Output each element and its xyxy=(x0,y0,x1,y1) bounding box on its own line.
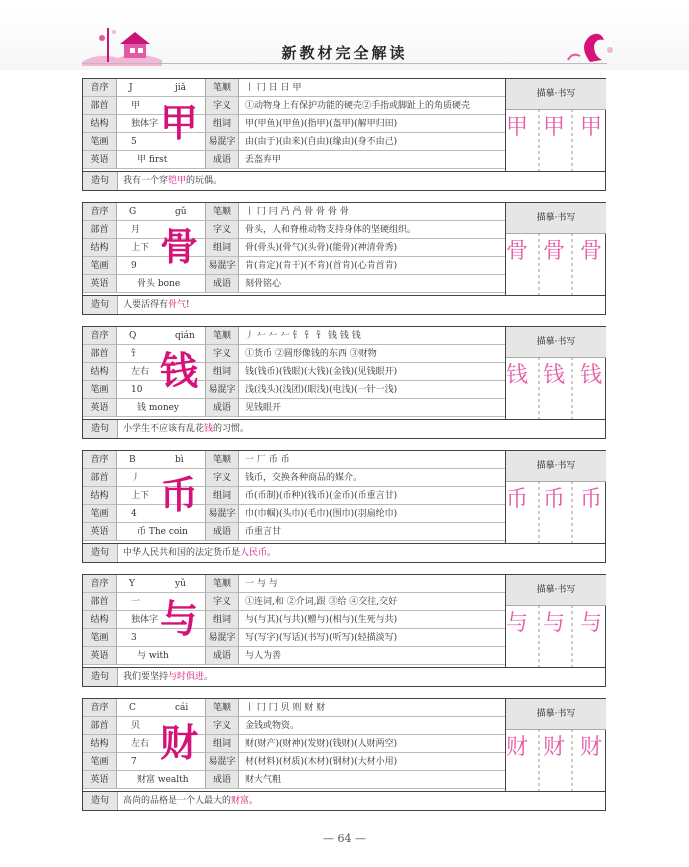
value-zuci: 钱(钱币)(钱眼)(大钱)(金钱)(见钱眼开) xyxy=(239,363,505,381)
page-header xyxy=(0,0,689,72)
tracing-practice-panel xyxy=(505,79,606,171)
label-jiegou: 结构 xyxy=(83,239,117,257)
value-yihunzi: 浅(浅头)(浅团)(眼浅)(电浅)(一针一浅) xyxy=(239,381,505,399)
label-zuci: 组词 xyxy=(205,239,239,257)
label-zuci: 组词 xyxy=(205,611,239,629)
value-bishun: 一 与 与 xyxy=(239,575,505,593)
label-yinxu: 音序 xyxy=(83,699,117,717)
label-zuci: 组词 xyxy=(205,735,239,753)
tracing-practice-header: 描摹·书写 xyxy=(506,79,606,110)
label-bushou: 部首 xyxy=(83,593,117,611)
sentence-text: ! xyxy=(186,300,190,310)
label-chengyu: 成语 xyxy=(205,151,239,169)
value-ziyi: ①动物身上有保护功能的硬壳②手指或脚趾上的角质硬壳 xyxy=(239,97,505,115)
character-entries xyxy=(82,78,606,822)
value-jiegou: 左右 xyxy=(117,363,205,381)
pinyin: yǔ xyxy=(175,579,186,589)
yinxu-letter: G xyxy=(129,207,137,217)
tracing-practice-header: 描摹·书写 xyxy=(506,327,606,358)
label-yinxu: 音序 xyxy=(83,575,117,593)
featured-character: 骨 xyxy=(159,224,198,269)
character-entry xyxy=(82,202,606,315)
value-bishun: 一 厂 币 币 xyxy=(239,451,505,469)
tracing-characters: 财 财 财 xyxy=(506,735,606,760)
label-bihua: 笔画 xyxy=(83,381,117,399)
label-bishun: 笔顺 xyxy=(205,699,239,717)
value-chengyu: 财大气粗 xyxy=(239,771,505,789)
featured-character: 钱 xyxy=(159,348,198,393)
label-ziyi: 字义 xyxy=(205,593,239,611)
tracing-practice-panel xyxy=(505,203,606,295)
sentence-highlight: 财富 xyxy=(231,796,250,806)
label-bihua: 笔画 xyxy=(83,753,117,771)
example-sentence-row xyxy=(83,171,605,190)
value-chengyu: 币重言甘 xyxy=(239,523,505,541)
label-yingyu: 英语 xyxy=(83,647,117,665)
label-zaoju: 造句 xyxy=(83,172,118,190)
label-yingyu: 英语 xyxy=(83,771,117,789)
value-yihunzi: 巾(巾帼)(头巾)(毛巾)(围巾)(羽扇纶巾) xyxy=(239,505,505,523)
label-bihua: 笔画 xyxy=(83,257,117,275)
label-yingyu: 英语 xyxy=(83,151,117,169)
label-zaoju: 造句 xyxy=(83,544,118,562)
example-sentence-row xyxy=(83,667,605,686)
label-ziyi: 字义 xyxy=(205,469,239,487)
label-zuci: 组词 xyxy=(205,363,239,381)
example-sentence-row xyxy=(83,543,605,562)
label-bushou: 部首 xyxy=(83,345,117,363)
value-bushou: 钅 xyxy=(117,345,205,363)
label-bishun: 笔顺 xyxy=(205,327,239,345)
page-number: — 64 — xyxy=(323,832,366,845)
value-bushou: 丿 xyxy=(117,469,205,487)
value-yingyu: 骨头 bone xyxy=(117,275,205,293)
label-bushou: 部首 xyxy=(83,221,117,239)
label-bushou: 部首 xyxy=(83,97,117,115)
character-entry xyxy=(82,698,606,811)
sentence-highlight: 人民币 xyxy=(240,548,268,558)
value-chengyu: 与人为善 xyxy=(239,647,505,665)
sentence-highlight: 铠甲 xyxy=(168,176,187,186)
value-ziyi: ①货币 ②圆形像钱的东西 ③财物 xyxy=(239,345,505,363)
label-bihua: 笔画 xyxy=(83,133,117,151)
tracing-practice-panel xyxy=(505,699,606,791)
character-entry xyxy=(82,326,606,439)
yinxu-letter: Y xyxy=(129,579,135,589)
value-chengyu: 刻骨铭心 xyxy=(239,275,505,293)
value-yihunzi: 由(由于)(由来)(自由)(缘由)(身不由己) xyxy=(239,133,505,151)
value-jiegou: 上下 xyxy=(117,239,205,257)
label-chengyu: 成语 xyxy=(205,647,239,665)
label-ziyi: 字义 xyxy=(205,717,239,735)
value-bishun: 丨 冂 冂 贝 则 财 财 xyxy=(239,699,505,717)
value-yihunzi: 肯(肯定)(肯干)(不肯)(首肯)(心肯首肯) xyxy=(239,257,505,275)
value-bishun: 丨 冂 日 日 甲 xyxy=(239,79,505,97)
tracing-characters: 与 与 与 xyxy=(506,611,606,636)
label-yingyu: 英语 xyxy=(83,275,117,293)
example-sentence-row xyxy=(83,295,605,314)
entry-grid xyxy=(83,699,605,791)
value-bushou: 甲 xyxy=(117,97,205,115)
value-ziyi: 骨头，人和脊椎动物支持身体的坚硬组织。 xyxy=(239,221,505,239)
label-chengyu: 成语 xyxy=(205,523,239,541)
label-bihua: 笔画 xyxy=(83,505,117,523)
page-title: 新教材完全解读 xyxy=(281,44,408,62)
tracing-practice-header: 描摹·书写 xyxy=(506,575,606,606)
value-bishun: 丿 𠂉 𠂉 𠂉 钅 钅 钅 钱 钱 钱 xyxy=(239,327,505,345)
yinxu-letter: B xyxy=(129,455,136,465)
sentence-text: 人要活得有 xyxy=(123,300,169,310)
tracing-practice-header: 描摹·书写 xyxy=(506,699,606,730)
pinyin: jiǎ xyxy=(175,83,187,93)
header-rule xyxy=(82,63,607,64)
value-bushou: 月 xyxy=(117,221,205,239)
entry-grid xyxy=(83,79,605,171)
entry-grid xyxy=(83,203,605,295)
label-zaoju: 造句 xyxy=(83,792,118,810)
label-yinxu: 音序 xyxy=(83,451,117,469)
label-chengyu: 成语 xyxy=(205,771,239,789)
value-ziyi: 钱币，交换各种商品的媒介。 xyxy=(239,469,505,487)
tracing-practice-panel xyxy=(505,327,606,419)
example-sentence-row xyxy=(83,791,605,810)
tracing-characters: 钱 钱 钱 xyxy=(506,363,606,388)
label-bishun: 笔顺 xyxy=(205,203,239,221)
label-ziyi: 字义 xyxy=(205,221,239,239)
entry-grid xyxy=(83,575,605,667)
label-yihunzi: 易混字 xyxy=(205,381,239,399)
sentence-text: 高尚的品格是一个人最大的 xyxy=(123,796,232,806)
label-zaoju: 造句 xyxy=(83,668,118,686)
pinyin: qián xyxy=(175,331,195,341)
label-zuci: 组词 xyxy=(205,115,239,133)
sentence-highlight: 钱 xyxy=(204,424,214,434)
label-chengyu: 成语 xyxy=(205,399,239,417)
character-entry xyxy=(82,574,606,687)
sentence-highlight: 与时俱进 xyxy=(168,672,205,682)
label-yingyu: 英语 xyxy=(83,523,117,541)
example-sentence xyxy=(117,172,611,190)
label-jiegou: 结构 xyxy=(83,611,117,629)
tracing-practice-panel xyxy=(505,451,606,543)
sentence-text: 的玩偶。 xyxy=(186,176,223,186)
character-entry xyxy=(82,450,606,563)
label-bishun: 笔顺 xyxy=(205,575,239,593)
label-bishun: 笔顺 xyxy=(205,451,239,469)
label-zaoju: 造句 xyxy=(83,296,118,314)
value-jiegou: 独体字 xyxy=(117,115,205,133)
sentence-text: 的习惯。 xyxy=(213,424,250,434)
yinxu-letter: Q xyxy=(129,331,137,341)
value-jiegou: 独体字 xyxy=(117,611,205,629)
label-ziyi: 字义 xyxy=(205,345,239,363)
label-bihua: 笔画 xyxy=(83,629,117,647)
example-sentence xyxy=(117,544,611,562)
sentence-text: 小学生不应该有乱花 xyxy=(123,424,205,434)
tracing-practice-header: 描摹·书写 xyxy=(506,203,606,234)
value-jiegou: 左右 xyxy=(117,735,205,753)
entry-grid xyxy=(83,451,605,543)
label-yihunzi: 易混字 xyxy=(205,629,239,647)
value-bihua: 7 xyxy=(117,753,205,771)
label-ziyi: 字义 xyxy=(205,97,239,115)
example-sentence xyxy=(117,296,611,314)
featured-character: 甲 xyxy=(159,100,198,145)
sentence-text: 。 xyxy=(267,548,277,558)
value-zuci: 甲(甲鱼)(甲鱼)(指甲)(盔甲)(解甲归田) xyxy=(239,115,505,133)
tracing-practice-header: 描摹·书写 xyxy=(506,451,606,482)
label-zaoju: 造句 xyxy=(83,420,118,438)
label-yinxu: 音序 xyxy=(83,203,117,221)
value-bihua: 9 xyxy=(117,257,205,275)
label-zuci: 组词 xyxy=(205,487,239,505)
value-bihua: 5 xyxy=(117,133,205,151)
label-bishun: 笔顺 xyxy=(205,79,239,97)
yinxu-letter: J xyxy=(129,83,133,93)
value-chengyu: 见钱眼开 xyxy=(239,399,505,417)
label-chengyu: 成语 xyxy=(205,275,239,293)
label-jiegou: 结构 xyxy=(83,487,117,505)
label-jiegou: 结构 xyxy=(83,115,117,133)
sentence-text: 中华人民共和国的法定货币是 xyxy=(123,548,241,558)
value-yihunzi: 材(材料)(材质)(木材)(钢材)(大材小用) xyxy=(239,753,505,771)
value-zuci: 与(与其)(与共)(赠与)(相与)(生死与共) xyxy=(239,611,505,629)
sentence-highlight: 骨气 xyxy=(168,300,187,310)
example-sentence xyxy=(117,792,611,810)
value-zuci: 骨(骨头)(骨气)(头骨)(能骨)(神清骨秀) xyxy=(239,239,505,257)
value-yingyu: 与 with xyxy=(117,647,205,665)
character-entry xyxy=(82,78,606,191)
label-bushou: 部首 xyxy=(83,717,117,735)
value-zuci: 财(财产)(财神)(发财)(钱财)(人财两空) xyxy=(239,735,505,753)
entry-grid xyxy=(83,327,605,419)
value-yihunzi: 写(写字)(写话)(书写)(听写)(轻描淡写) xyxy=(239,629,505,647)
example-sentence-row xyxy=(83,419,605,438)
label-yinxu: 音序 xyxy=(83,327,117,345)
pinyin: bì xyxy=(175,455,184,465)
tracing-characters: 骨 骨 骨 xyxy=(506,239,606,264)
sentence-text: 我有一个穿 xyxy=(123,176,169,186)
label-yihunzi: 易混字 xyxy=(205,753,239,771)
example-sentence xyxy=(117,420,611,438)
yinxu-letter: C xyxy=(129,703,136,713)
sentence-text: 。 xyxy=(249,796,259,806)
featured-character: 财 xyxy=(159,720,198,765)
value-bihua: 4 xyxy=(117,505,205,523)
value-bushou: 贝 xyxy=(117,717,205,735)
pinyin: cái xyxy=(175,703,189,713)
featured-character: 币 xyxy=(159,472,198,517)
featured-character: 与 xyxy=(159,596,198,641)
label-yihunzi: 易混字 xyxy=(205,133,239,151)
label-yihunzi: 易混字 xyxy=(205,505,239,523)
tracing-characters: 甲 甲 甲 xyxy=(506,115,606,140)
value-ziyi: 金钱或物资。 xyxy=(239,717,505,735)
value-yingyu: 财富 wealth xyxy=(117,771,205,789)
label-jiegou: 结构 xyxy=(83,363,117,381)
value-bishun: 丨 冂 冃 冎 冎 骨 骨 骨 骨 xyxy=(239,203,505,221)
tracing-practice-panel xyxy=(505,575,606,667)
value-zuci: 币(币制)(币种)(钱币)(金币)(币重言甘) xyxy=(239,487,505,505)
pinyin: gǔ xyxy=(175,207,187,217)
tracing-characters: 币 币 币 xyxy=(506,487,606,512)
label-jiegou: 结构 xyxy=(83,735,117,753)
value-bihua: 10 xyxy=(117,381,205,399)
value-yingyu: 钱 money xyxy=(117,399,205,417)
value-bushou: 一 xyxy=(117,593,205,611)
label-yinxu: 音序 xyxy=(83,79,117,97)
label-bushou: 部首 xyxy=(83,469,117,487)
sentence-text: 我们要坚持 xyxy=(123,672,169,682)
value-jiegou: 上下 xyxy=(117,487,205,505)
value-ziyi: ①连词,和 ②介词,跟 ③给 ④交往,交好 xyxy=(239,593,505,611)
value-chengyu: 丢盔弃甲 xyxy=(239,151,505,169)
value-bihua: 3 xyxy=(117,629,205,647)
sentence-text: 。 xyxy=(204,672,214,682)
value-yingyu: 币 The coin xyxy=(117,523,205,541)
label-yingyu: 英语 xyxy=(83,399,117,417)
example-sentence xyxy=(117,668,611,686)
label-yihunzi: 易混字 xyxy=(205,257,239,275)
value-yingyu: 甲 first xyxy=(117,151,205,169)
